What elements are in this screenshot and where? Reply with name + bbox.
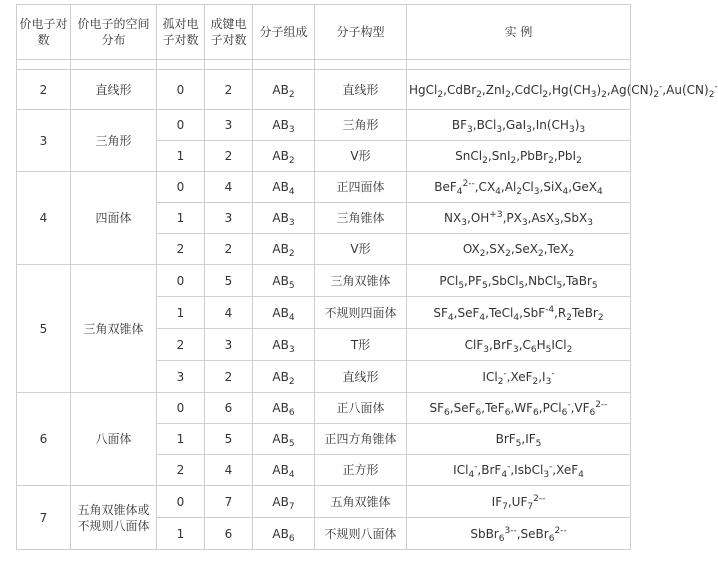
cell-examples: $BeF_4^{2--},CX_4,Al_2Cl_3,SiX_4,GeX_4$ bbox=[407, 172, 631, 203]
cell-distribution: 四面体 bbox=[71, 172, 157, 265]
cell-distribution: 五角双锥体或不规则八面体 bbox=[71, 486, 157, 550]
cell-bond-pairs: 2 bbox=[205, 141, 253, 172]
cell-bond-pairs: 2 bbox=[205, 70, 253, 110]
cell-lone-pairs: 1 bbox=[157, 141, 205, 172]
header-lone-pairs: 孤对电子对数 bbox=[157, 5, 205, 60]
cell-bond-pairs: 2 bbox=[205, 234, 253, 265]
cell-geometry: 三角双锥体 bbox=[315, 265, 407, 297]
cell-bond-pairs: 3 bbox=[205, 203, 253, 234]
cell-composition: $AB_5$ bbox=[253, 265, 315, 297]
cell-lone-pairs: 0 bbox=[157, 110, 205, 141]
cell-geometry: 正方形 bbox=[315, 455, 407, 486]
cell-composition: $AB_3$ bbox=[253, 110, 315, 141]
header-geometry: 分子构型 bbox=[315, 5, 407, 60]
cell-composition: $AB_6$ bbox=[253, 393, 315, 424]
header-composition: 分子组成 bbox=[253, 5, 315, 60]
cell-bond-pairs: 4 bbox=[205, 297, 253, 329]
table-row bbox=[17, 172, 631, 203]
table-row bbox=[17, 70, 631, 110]
header-pairs: 价电子对数 bbox=[17, 5, 71, 60]
cell-examples: $IF_7,UF_7^{2--}$ bbox=[407, 486, 631, 518]
cell-composition: $AB_3$ bbox=[253, 203, 315, 234]
cell-geometry: 不规则四面体 bbox=[315, 297, 407, 329]
cell-lone-pairs: 2 bbox=[157, 234, 205, 265]
cell-geometry: V形 bbox=[315, 141, 407, 172]
cell-pairs: 5 bbox=[17, 265, 71, 393]
cell-geometry: 正四面体 bbox=[315, 172, 407, 203]
cell-geometry: 三角形 bbox=[315, 110, 407, 141]
cell-lone-pairs: 0 bbox=[157, 393, 205, 424]
cell-geometry: 直线形 bbox=[315, 70, 407, 110]
cell-examples: $PCl_5,PF_5,SbCl_5,NbCl_5,TaBr_5$ bbox=[407, 265, 631, 297]
cell-composition: $AB_2$ bbox=[253, 361, 315, 393]
cell-lone-pairs: 0 bbox=[157, 70, 205, 110]
cell-distribution: 三角双锥体 bbox=[71, 265, 157, 393]
cell-bond-pairs: 3 bbox=[205, 329, 253, 361]
cell-examples: SnCl$_2$,SnI$_2$,PbBr$_2$,PbI$_2$ bbox=[407, 141, 631, 172]
cell-distribution: 三角形 bbox=[71, 110, 157, 172]
header-distribution: 价电子的空间分布 bbox=[71, 5, 157, 60]
cell-geometry: 正四方角锥体 bbox=[315, 424, 407, 455]
cell-examples: $OX_2,SX_2,SeX_2,TeX_2$ bbox=[407, 234, 631, 265]
cell-pairs: 6 bbox=[17, 393, 71, 486]
cell-geometry: 五角双锥体 bbox=[315, 486, 407, 518]
cell-lone-pairs: 1 bbox=[157, 424, 205, 455]
spacer-row bbox=[17, 60, 631, 70]
cell-composition: $AB_4$ bbox=[253, 297, 315, 329]
cell-examples: $BF_3,BCl_3,GaI_3,In(CH_3)_3$ bbox=[407, 110, 631, 141]
cell-examples: SbBr$_6^{3--}$,SeBr$_6^{2--}$ bbox=[407, 518, 631, 550]
cell-pairs: 7 bbox=[17, 486, 71, 550]
cell-composition: $AB_4$ bbox=[253, 455, 315, 486]
table-row bbox=[17, 486, 631, 518]
cell-lone-pairs: 0 bbox=[157, 265, 205, 297]
cell-lone-pairs: 0 bbox=[157, 172, 205, 203]
cell-distribution: 八面体 bbox=[71, 393, 157, 486]
cell-composition: $AB_7$ bbox=[253, 486, 315, 518]
cell-bond-pairs: 7 bbox=[205, 486, 253, 518]
cell-bond-pairs: 5 bbox=[205, 424, 253, 455]
header-examples: 实 例 bbox=[407, 5, 631, 60]
cell-bond-pairs: 6 bbox=[205, 518, 253, 550]
cell-bond-pairs: 6 bbox=[205, 393, 253, 424]
table-row bbox=[17, 393, 631, 424]
cell-composition: $AB_4$ bbox=[253, 172, 315, 203]
cell-bond-pairs: 2 bbox=[205, 361, 253, 393]
cell-examples: $BrF_5,IF_5$ bbox=[407, 424, 631, 455]
cell-geometry: 三角锥体 bbox=[315, 203, 407, 234]
cell-geometry: V形 bbox=[315, 234, 407, 265]
cell-geometry: 正八面体 bbox=[315, 393, 407, 424]
cell-lone-pairs: 3 bbox=[157, 361, 205, 393]
cell-lone-pairs: 1 bbox=[157, 203, 205, 234]
cell-bond-pairs: 5 bbox=[205, 265, 253, 297]
cell-lone-pairs: 1 bbox=[157, 297, 205, 329]
cell-examples: $NX_3,OH^{+3},PX_3,AsX_3,SbX_3$ bbox=[407, 203, 631, 234]
cell-examples: $SF_4,SeF_4,TeCl_4,SbF^{-4},R_2TeBr_2$ bbox=[407, 297, 631, 329]
cell-lone-pairs: 2 bbox=[157, 329, 205, 361]
cell-composition: $AB_6$ bbox=[253, 518, 315, 550]
cell-examples: ICl$_4$-,BrF$_4$-,IsbCl$_3$-,XeF$_4$ bbox=[407, 455, 631, 486]
cell-distribution: 直线形 bbox=[71, 70, 157, 110]
cell-composition: $AB_5$ bbox=[253, 424, 315, 455]
cell-geometry: 直线形 bbox=[315, 361, 407, 393]
cell-geometry: 不规则八面体 bbox=[315, 518, 407, 550]
cell-pairs: 2 bbox=[17, 70, 71, 110]
cell-examples: $HgCl_2,CdBr_2,ZnI_2,CdCl_2,Hg(CH_3)_2,Ag(CN)_2^-,Au(CN)_2^-$ bbox=[407, 70, 631, 110]
cell-examples: $SF_6,SeF_6,TeF_6,WF_6,PCl_6^-,VF_6^{2--}$ bbox=[407, 393, 631, 424]
table-row bbox=[17, 265, 631, 297]
cell-composition: $AB_2$ bbox=[253, 141, 315, 172]
cell-lone-pairs: 1 bbox=[157, 518, 205, 550]
cell-bond-pairs: 3 bbox=[205, 110, 253, 141]
cell-composition: $AB_2$ bbox=[253, 70, 315, 110]
header-row bbox=[17, 5, 631, 60]
cell-pairs: 4 bbox=[17, 172, 71, 265]
cell-composition: $AB_3$ bbox=[253, 329, 315, 361]
table-row bbox=[17, 110, 631, 141]
cell-pairs: 3 bbox=[17, 110, 71, 172]
cell-composition: $AB_2$ bbox=[253, 234, 315, 265]
header-bond-pairs: 成键电子对数 bbox=[205, 5, 253, 60]
cell-lone-pairs: 2 bbox=[157, 455, 205, 486]
cell-examples: $ICl_2^-,XeF_2,I_3^-$ bbox=[407, 361, 631, 393]
cell-lone-pairs: 0 bbox=[157, 486, 205, 518]
cell-examples: $ClF_3,BrF_3,C_6H_5ICl_2$ bbox=[407, 329, 631, 361]
vsepr-table bbox=[16, 4, 718, 550]
cell-bond-pairs: 4 bbox=[205, 455, 253, 486]
cell-geometry: T形 bbox=[315, 329, 407, 361]
cell-bond-pairs: 4 bbox=[205, 172, 253, 203]
